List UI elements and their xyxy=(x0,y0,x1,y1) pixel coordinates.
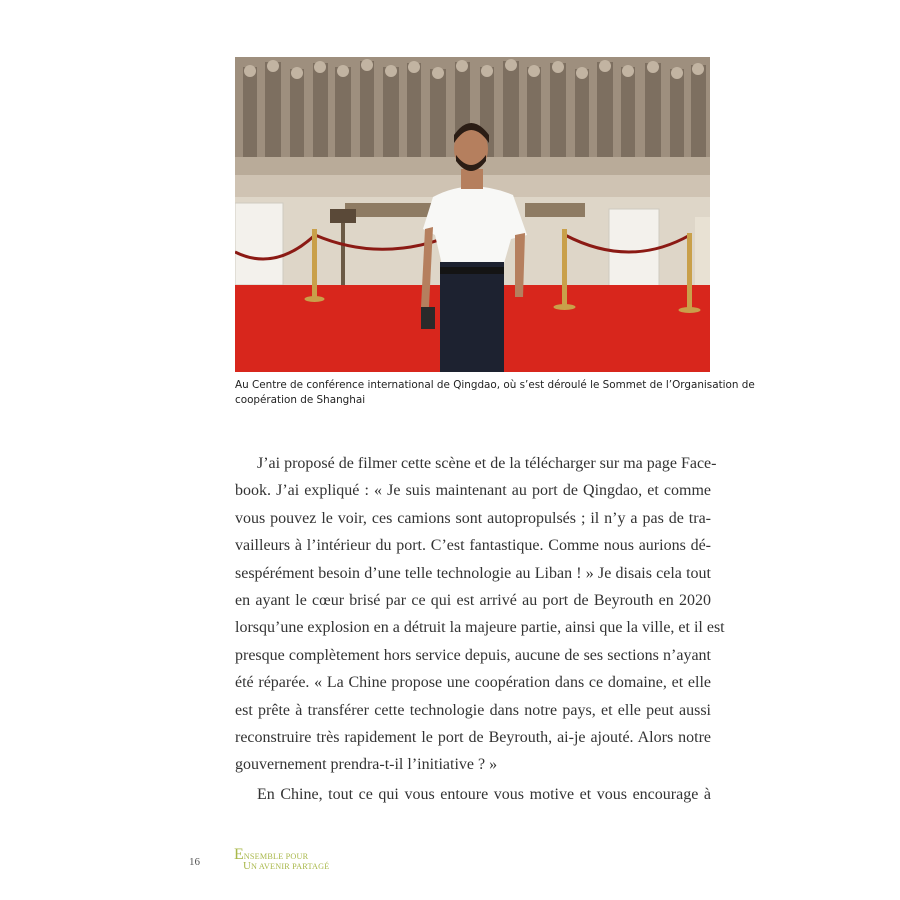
page-number: 16 xyxy=(189,856,200,868)
running-title-line-2: N AVENIR PARTAGÉ xyxy=(250,862,330,871)
photo-illustration xyxy=(235,57,710,372)
body-line: En Chine, tout ce qui vous entoure vous motive et vous encourage à xyxy=(257,785,711,803)
body-line: book. J’ai expliqué : « Je suis maintenant au port de Qingdao, et comme xyxy=(235,482,711,500)
body-line: gouvernement prendra-t-il l’initiative ? » xyxy=(235,756,498,774)
body-line: vailleurs à l’intérieur du port. C’est fantastique. Comme nous aurions dé- xyxy=(235,537,711,555)
body-line: en ayant le cœur brisé par ce qui est arrivé au port de Beyrouth en 2020 xyxy=(235,592,711,610)
body-line: est prête à transférer cette technologie dans notre pays, et elle peut aussi xyxy=(235,701,711,719)
caption-line-2: coopération de Shanghai xyxy=(235,394,366,406)
body-line: J’ai proposé de filmer cette scène et de la télécharger sur ma page Face- xyxy=(257,455,717,472)
caption-line-1: Au Centre de conférence international de Qingdao, où s’est déroulé le Sommet de l’Organisation de xyxy=(235,379,755,391)
photo-caption xyxy=(235,378,755,408)
running-title xyxy=(234,846,330,872)
body-text xyxy=(235,450,725,808)
body-line: vous pouvez le voir, ces camions sont autopropulsés ; il n’y a pas de tra- xyxy=(235,509,711,527)
photo xyxy=(235,57,710,372)
body-line: lorsqu’une explosion en a détruit la majeure partie, ainsi que la ville, et il est xyxy=(235,619,725,637)
running-title-initial-e: E xyxy=(234,846,244,863)
body-line: été réparée. « La Chine propose une coopération dans ce domaine, et elle xyxy=(235,674,711,692)
body-line: reconstruire très rapidement le port de Beyrouth, ai-je ajouté. Alors notre xyxy=(235,729,711,747)
body-line: presque complètement hors service depuis, aucune de ses sections n’ayant xyxy=(235,646,711,664)
body-line: sespérément besoin d’une telle technologie au Liban ! » Je disais cela tout xyxy=(235,564,711,582)
running-title-line-1: NSEMBLE POUR xyxy=(243,852,309,861)
running-title-initial-u: U xyxy=(243,860,251,872)
